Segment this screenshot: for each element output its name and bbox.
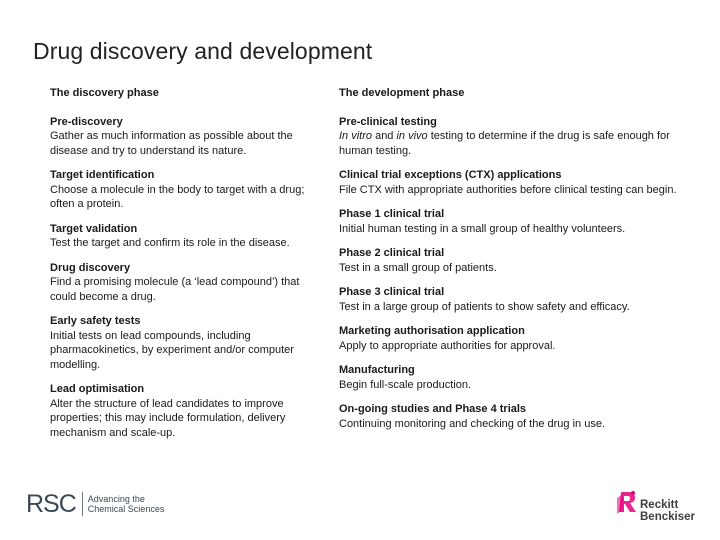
- entry-title: Pre-discovery: [50, 115, 123, 128]
- rb-wordmark-line: Benckiser: [640, 511, 695, 523]
- discovery-entry: [50, 314, 308, 372]
- entry-title: Target validation: [50, 222, 138, 235]
- entry-title: Drug discovery: [50, 261, 131, 274]
- development-column: [339, 86, 689, 441]
- development-entry: [339, 115, 689, 159]
- entry-title: Clinical trial exceptions (CTX) applications: [339, 169, 562, 181]
- desc-text: and: [372, 130, 397, 142]
- discovery-entry: [50, 382, 308, 440]
- rsc-logo-mark: RSC: [26, 492, 83, 516]
- discovery-entry: [50, 261, 308, 305]
- in-vitro-text: In vitro: [339, 130, 373, 142]
- entry-description: Test in a large group of patients to show safety and efficacy.: [339, 300, 630, 313]
- entry-title: Manufacturing: [339, 364, 415, 376]
- discovery-heading: The discovery phase: [50, 87, 159, 99]
- development-entry: [339, 285, 689, 314]
- reckitt-benckiser-logo: [615, 488, 695, 523]
- entry-title: Phase 1 clinical trial: [339, 208, 445, 220]
- development-entry: [339, 246, 689, 275]
- entry-description: Alter the structure of lead candidates to improve properties; this may include formulation, delivery mechanism and scale-up.: [50, 397, 286, 439]
- entry-description: Initial human testing in a small group of healthy volunteers.: [339, 222, 626, 235]
- entry-description: Test in a small group of patients.: [339, 261, 497, 274]
- development-entry: [339, 207, 689, 236]
- discovery-entry: [50, 222, 308, 251]
- entry-description: Begin full-scale production.: [339, 378, 472, 391]
- reckitt-benckiser-wordmark: [640, 499, 695, 523]
- rsc-tagline-line: Chemical Sciences: [87, 504, 165, 514]
- development-heading: The development phase: [339, 87, 465, 99]
- entry-description: Choose a molecule in the body to target with a drug; often a protein.: [50, 183, 305, 210]
- entry-description: File CTX with appropriate authorities before clinical testing can begin.: [339, 183, 677, 196]
- entry-title: Early safety tests: [50, 315, 141, 327]
- reckitt-benckiser-icon: [615, 488, 639, 518]
- discovery-column: [50, 86, 308, 450]
- rsc-tagline-line: Advancing the: [87, 494, 145, 504]
- development-entry: [339, 363, 689, 392]
- entry-description: Gather as much information as possible about the disease and try to understand its nature.: [50, 130, 293, 157]
- entry-title: On-going studies and Phase 4 trials: [339, 403, 527, 415]
- entry-description: [339, 129, 689, 158]
- rb-wordmark-line: Reckitt: [640, 499, 679, 511]
- in-vivo-text: in vivo: [396, 130, 428, 142]
- discovery-entry: [50, 168, 308, 212]
- discovery-entry: [50, 115, 308, 159]
- entry-description: Initial tests on lead compounds, including pharmacokinetics, by experiment and/or computer modelling.: [50, 329, 294, 371]
- entry-description: Find a promising molecule (a ‘lead compound’) that could become a drug.: [50, 276, 300, 303]
- entry-title: Pre-clinical testing: [339, 115, 437, 128]
- development-entry: [339, 402, 689, 431]
- development-entry: [339, 324, 689, 353]
- desc-text: testing to determine if the drug is safe enough for human testing.: [339, 130, 670, 157]
- entry-title: Marketing authorisation application: [339, 325, 525, 337]
- development-entry: [339, 168, 689, 197]
- entry-title: Phase 2 clinical trial: [339, 247, 445, 259]
- entry-description: Apply to appropriate authorities for approval.: [339, 339, 556, 352]
- page-title: Drug discovery and development: [33, 38, 373, 64]
- entry-title: Target identification: [50, 169, 155, 181]
- entry-title: Lead optimisation: [50, 383, 145, 395]
- rsc-logo: [26, 492, 164, 516]
- entry-title: Phase 3 clinical trial: [339, 286, 445, 298]
- entry-description: Test the target and confirm its role in the disease.: [50, 237, 290, 249]
- entry-description: Continuing monitoring and checking of the drug in use.: [339, 417, 606, 430]
- rsc-logo-tagline: [83, 494, 165, 514]
